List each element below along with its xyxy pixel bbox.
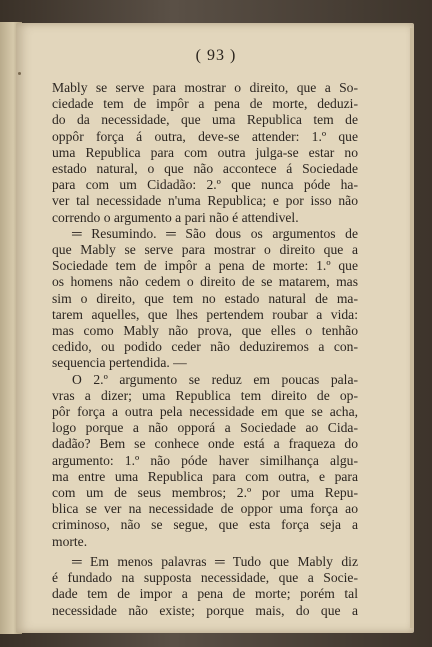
text-line: O 2.º argumento se reduz em poucas pala-: [72, 371, 358, 387]
text-line: os homens não cedem o direito de se matarem, mas: [52, 274, 358, 290]
text-line: dadão? Bem se conhece onde está a fraqueza do: [52, 436, 358, 452]
paragraph: [52, 226, 358, 372]
text-line: uma Republica para com outra julga-se estar no: [52, 144, 358, 160]
text-line: blica se ver na necessidade de oppor uma força ao: [52, 501, 358, 517]
text-line: oppôr força á outra, deve-se attender: 1.º que: [52, 128, 358, 144]
text-line: para com um Cidadão: 2.º que nunca póde ha-: [52, 177, 358, 193]
text-line: criminoso, não se segue, que esta força seja a: [52, 517, 358, 533]
text-line: correndo o argumento a pari não é attendivel.: [52, 209, 299, 225]
text-line: ma entre uma Republica para com outra, e para: [52, 468, 358, 484]
text-line: logo porque a não opporá a Sociedade ao Cida-: [52, 420, 358, 436]
text-line: sequencia pertendida. —: [52, 355, 187, 371]
text-line: cedido, ou podido ceder não deduziremos a con-: [52, 339, 358, 355]
text-line: argumento: 1.º não póde haver similhança algu-: [52, 452, 358, 468]
page-number: ( 93 ): [195, 47, 237, 64]
text-line: pôr força a outra pela necessidade em que se acha,: [52, 404, 358, 420]
paragraph: [52, 372, 358, 550]
text-line: ver tal necessidade n'uma Republica; e por isso não: [52, 193, 358, 209]
text-line: Sociedade tem de impôr a pena de morte: 1.º que: [52, 258, 358, 274]
text-line: que Mably se serve para mostrar o direito que a: [52, 242, 358, 258]
text-line: ciedade tem de impôr a pena de morte, deduzi-: [52, 96, 358, 112]
text-line: estado natural, o que não accontece á Sociedade: [52, 161, 358, 177]
text-line: Mably se serve para mostrar o direito, que a So-: [52, 80, 358, 95]
text-line: do da necessidade, que uma Republica tem de: [52, 112, 358, 128]
text-line: é fundado na supposta necessidade, que a Socie-: [52, 570, 358, 586]
text-line: com um de seus membros; 2.º por uma Repu-: [52, 485, 358, 501]
text-line: morte.: [52, 533, 88, 549]
text-line: tarem aquelles, que lhes pertendem roubar a vida:: [52, 306, 358, 322]
text-line: sim o direito, que tem no estado natural de ma-: [52, 290, 358, 306]
paragraph: [52, 80, 358, 226]
paragraph: [52, 554, 358, 619]
paper-blemish: [18, 72, 21, 75]
body-text: [52, 80, 358, 619]
text-line: dade tem de impor a pena de morte; porém tal: [52, 586, 358, 602]
text-line: necessidade não existe; porque mais, do que a: [52, 602, 358, 618]
page-fore-edge: [410, 28, 414, 628]
text-line: ═ Em menos palavras ═ Tudo que Mably diz: [72, 553, 358, 569]
text-line: mas como Mably não prova, que elles o tenhão: [52, 323, 358, 339]
text-line: ═ Resumindo. ═ São dous os argumentos de: [72, 225, 358, 241]
text-line: vras a dizer; uma Republica tem direito de op-: [52, 387, 358, 403]
